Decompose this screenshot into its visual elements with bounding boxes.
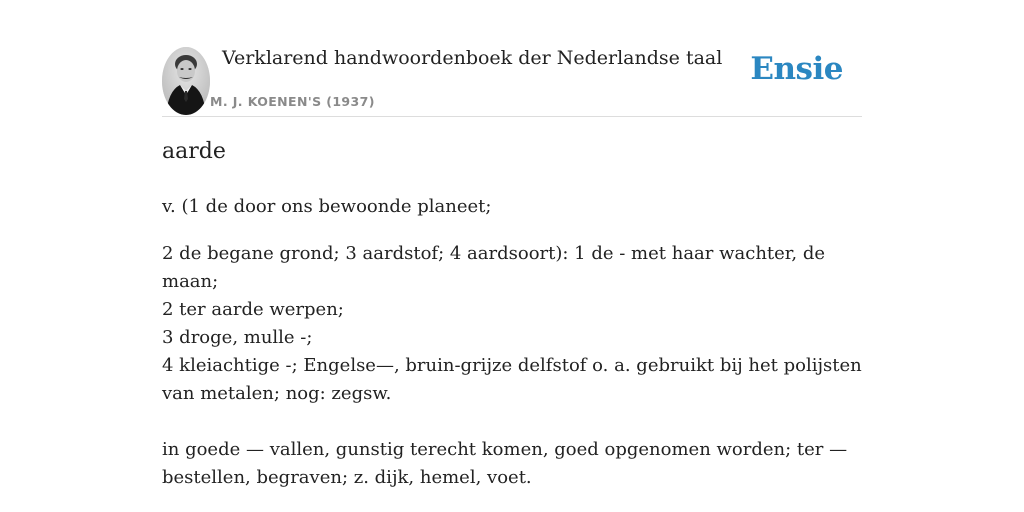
ensie-logo-link[interactable]: Ensie	[750, 51, 843, 87]
definition-idiom: in goede — vallen, gunstig terecht komen, goed opgenomen worden; ter — bestellen, begraven; z. dijk, hemel, voet.	[162, 439, 848, 488]
entry-headword: aarde	[162, 139, 226, 164]
book-title: Verklarend handwoordenboek der Nederlandse taal	[222, 47, 723, 69]
definition-line: 4 kleiachtige -; Engelse—, bruin-grijze delfstof o. a. gebruikt bij het polijsten van metalen; nog: zegsw.	[162, 355, 862, 404]
definition-line: 3 droge, mulle -;	[162, 327, 313, 348]
entry-definition	[162, 193, 862, 492]
dictionary-header	[162, 40, 862, 117]
definition-line: 2 de begane grond; 3 aardstof; 4 aardsoort): 1 de - met haar wachter, de maan;	[162, 243, 826, 292]
definition-intro: v. (1 de door ons bewoonde planeet;	[162, 196, 492, 217]
paragraph-spacer	[162, 408, 862, 436]
definition-line: 2 ter aarde werpen;	[162, 299, 344, 320]
author-portrait-icon	[162, 47, 210, 115]
book-author: M. J. KOENEN'S (1937)	[210, 94, 375, 109]
